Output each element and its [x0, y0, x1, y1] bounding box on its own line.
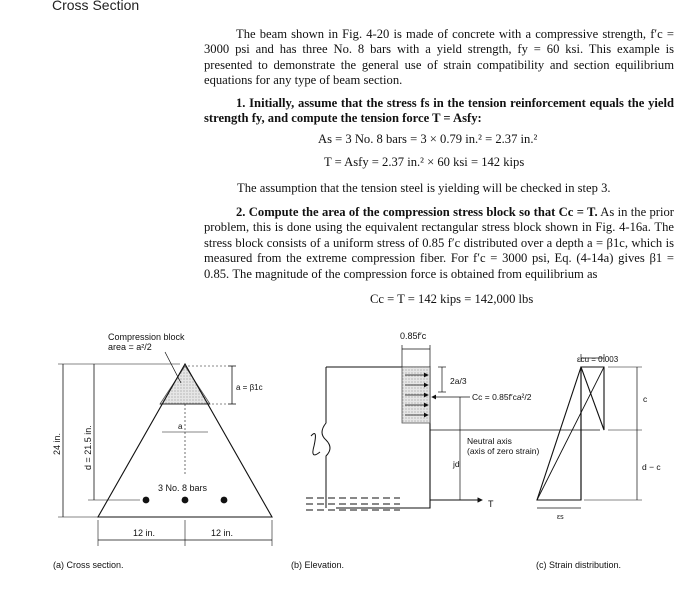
lever-arm-label: 2a/3 — [450, 376, 467, 386]
rebar-group — [143, 497, 228, 504]
a-label: a — [178, 422, 183, 431]
caption-a: (a) Cross section. — [53, 560, 124, 570]
rebar-center — [182, 497, 189, 504]
d-minus-c-label: d − c — [642, 462, 661, 472]
ultimate-strain-label: εcu = 0.003 — [577, 355, 619, 364]
compression-block — [160, 366, 210, 404]
strain-figure — [537, 354, 642, 508]
equation-tension-force: T = Asfy = 2.37 in.² × 60 ksi = 142 kips — [324, 155, 525, 169]
compression-block-label: Compression block — [108, 332, 185, 342]
compression-block-area: area = a²/2 — [108, 342, 152, 352]
strain-bottom-triangle — [537, 367, 581, 500]
half-width-left-label: 12 in. — [133, 528, 156, 538]
neutral-axis-label: Neutral axis — [467, 436, 512, 446]
bars-label: 3 No. 8 bars — [158, 483, 208, 493]
rebar-right — [221, 497, 228, 504]
a-equation-label: a = β1c — [236, 383, 263, 392]
yield-check-note: The assumption that the tension steel is yielding will be checked in step 3. — [237, 181, 611, 195]
step-2-body: As in the prior problem, this is done using the equivalent rectangular stress block shown in Fig. 4-16a. The stress block consists of a uniform stress of 0.85 f′c distributed over a depth a = β1c, which is measured from the extreme compression fiber. For f′c = 3000 psi, Eq. (4-14a) gives β1 = 0.85. The magnitude of the compression force is obtained from equilibrium as — [204, 205, 674, 281]
neutral-axis-sub: (axis of zero strain) — [467, 446, 540, 456]
rebar-left — [143, 497, 150, 504]
equation-compression-force: Cc = T = 142 kips = 142,000 lbs — [370, 292, 534, 306]
step-1-heading: 1. Initially, assume that the stress fs in the tension reinforcement equals the yield strength fy, and compute the tension force T = Asfy: — [204, 96, 674, 126]
stress-label: 0.85f′c — [400, 331, 427, 341]
caption-c: (c) Strain distribution. — [536, 560, 622, 570]
c-label: c — [643, 394, 648, 404]
effective-depth-label: d = 21.5 in. — [83, 425, 93, 470]
jd-label: jd — [453, 459, 460, 469]
intro-paragraph: The beam shown in Fig. 4-20 is made of concrete with a compressive strength, f′c = 3000 psi and has three No. 8 bars with a yield strength, fy = 60 ksi. This example is presented to demonstrate the general use of strain compatibility and section equilibrium equations for any type of beam section. — [204, 27, 674, 88]
caption-b: (b) Elevation. — [291, 560, 345, 570]
step-2-heading: 2. Compute the area of the compression stress block so that Cc = T. — [236, 205, 598, 219]
equation-area-steel: As = 3 No. 8 bars = 3 × 0.79 in.² = 2.37 in.² — [318, 132, 538, 146]
steel-strain-label: εs — [557, 514, 564, 521]
tension-force-label: T — [488, 499, 494, 509]
elevation-figure — [306, 345, 600, 510]
page-title: Cross Section — [52, 0, 140, 13]
compression-force-label: Cc = 0.85f′ca²/2 — [472, 392, 532, 402]
half-width-right-label: 12 in. — [211, 528, 234, 538]
total-depth-label: 24 in. — [52, 432, 62, 455]
strain-top-triangle — [581, 367, 604, 430]
